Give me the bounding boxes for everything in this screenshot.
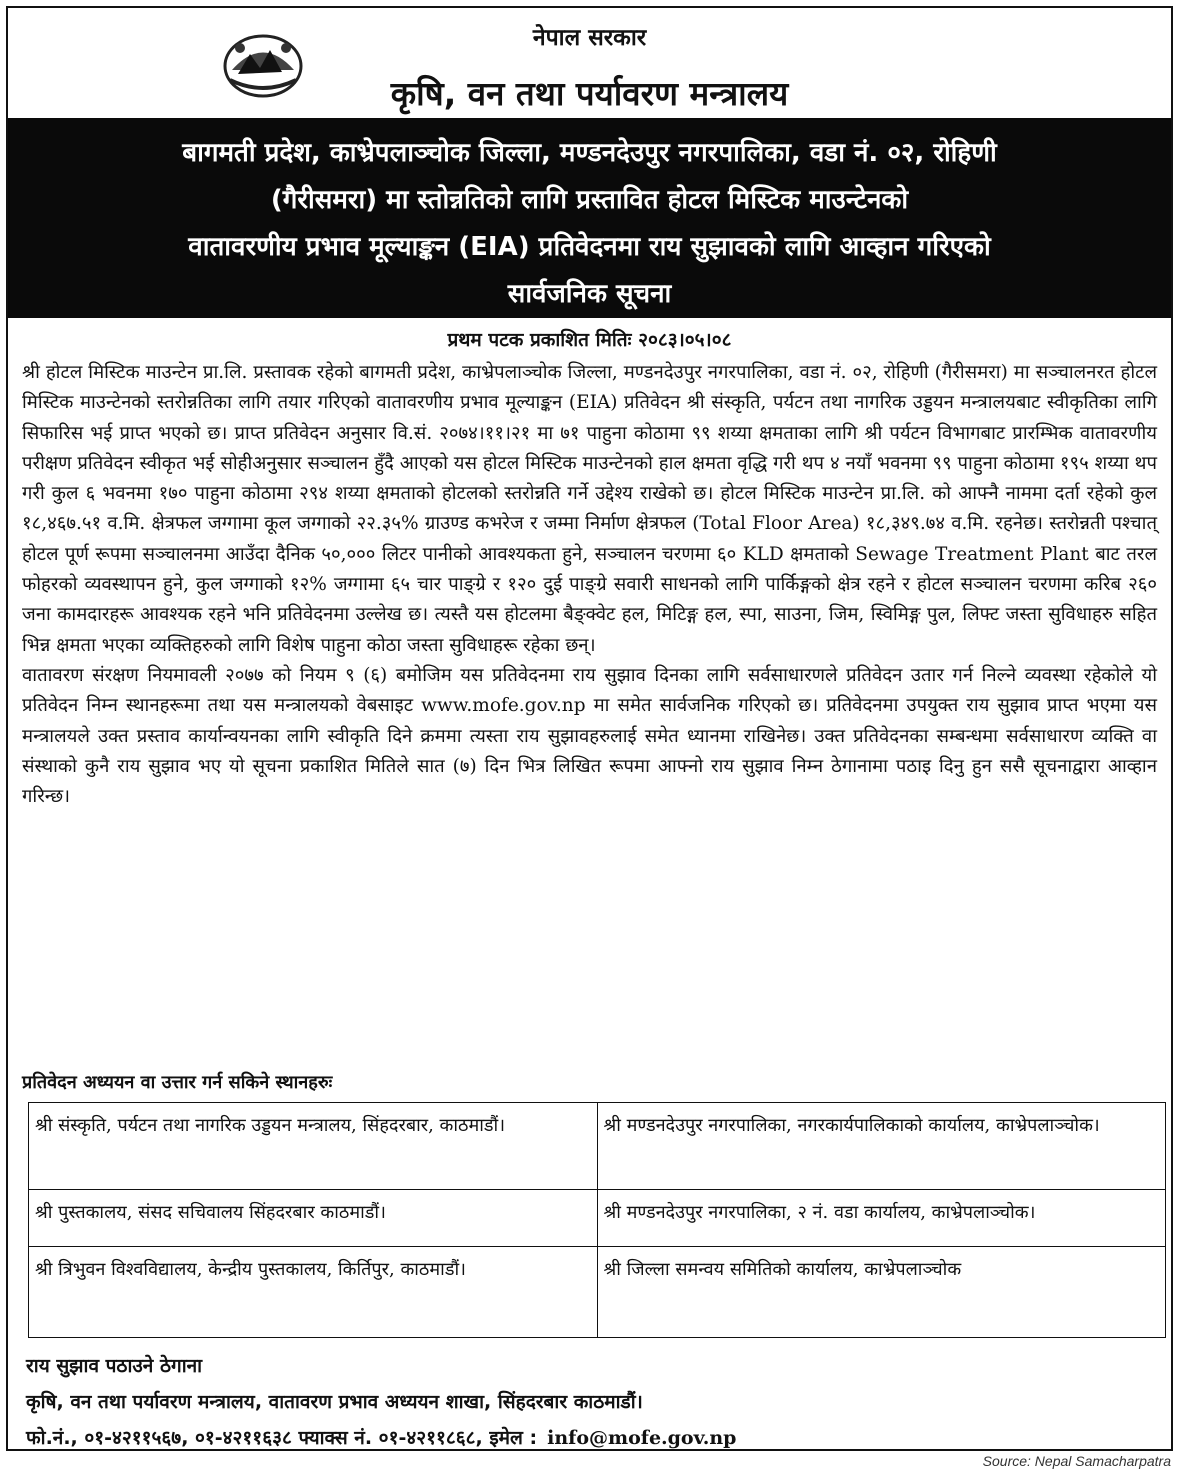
address-line: कृषि, वन तथा पर्यावरण मन्त्रालय, वातावरण प्रभाव अध्ययन शाखा, सिंहदरबार काठमाडौं। <box>26 1391 643 1413</box>
table-row <box>29 1103 1166 1190</box>
notice-frame <box>6 6 1173 1451</box>
table-cell: श्री जिल्ला समन्वय समितिको कार्यालय, काभ्रेपलाञ्चोक <box>597 1247 1166 1338</box>
notice-body <box>22 358 1157 812</box>
address-title: राय सुझाव पठाउने ठेगाना <box>26 1355 203 1377</box>
body-paragraph: वातावरण संरक्षण नियमावली २०७७ को नियम ९ (६) बमोजिम यस प्रतिवेदनमा राय सुझाव दिनका लागि सर्वसाधारणले प्रतिवेदन उतार गर्न निल्ने व्यवस्था रहेकोले यो प्रतिवेदन निम्न स्थानहरूमा तथा यस मन्त्रालयको वेबसाइट www.mofe.gov.np मा समेत सार्वजनिक गरिएको छ। प्रतिवेदनमा उपयुक्त राय सुझाव प्राप्त भएमा यस मन्त्रालयले उक्त प्रस्ताव कार्यान्वयनका लागि स्वीकृति दिने क्रममा त्यस्ता राय सुझावहरुलाई समेत ध्यानमा राखिनेछ। उक्त प्रतिवेदनका सम्बन्धमा सर्वसाधारण व्यक्ति वा संस्थाको कुनै राय सुझाव भए यो सूचना प्रकाशित मितिले सात (७) दिन भित्र लिखित रूपमा आफ्नो राय सुझाव निम्न ठेगानामा पठाइ दिनु हुन ससै सूचनाद्वारा आव्हान गरिन्छ। <box>22 664 1157 808</box>
banner-line: सार्वजनिक सूचना <box>507 279 672 309</box>
places-table <box>28 1102 1166 1338</box>
notice-banner <box>8 118 1171 318</box>
banner-line: वातावरणीय प्रभाव मूल्याङ्कन (EIA) प्रतिवेदनमा राय सुझावको लागि आव्हान गरिएको <box>188 232 991 262</box>
email-link[interactable]: info@mofe.gov.np <box>547 1427 737 1449</box>
government-title: नेपाल सरकार <box>532 25 647 51</box>
table-row <box>29 1247 1166 1338</box>
table-row <box>29 1190 1166 1247</box>
ministry-title: कृषि, वन तथा पर्यावरण मन्त्रालय <box>390 74 789 113</box>
source-credit: Source: Nepal Samacharpatra <box>982 1453 1171 1469</box>
places-heading: प्रतिवेदन अध्ययन वा उत्तार गर्न सकिने स्थानहरुः <box>22 1072 333 1093</box>
contact-numbers: फो.नं., ०१-४२११५६७, ०१-४२११६३८ फ्याक्स नं. ०१-४२११८६८, इमेल : <box>26 1427 538 1449</box>
body-paragraph: श्री होटल मिस्टिक माउन्टेन प्रा.लि. प्रस्तावक रहेको बागमती प्रदेश, काभ्रेपलाञ्चोक जिल्ला, मण्डनदेउपुर नगरपालिका, वडा नं. ०२, रोहिणी (गैरीसमरा) मा सञ्चालनरत होटल मिस्टिक माउन्टेनको स्तरोन्नतिका लागि तयार गरिएको वातावरणीय प्रभाव मूल्याङ्कन (EIA) प्रतिवेदन श्री संस्कृति, पर्यटन तथा नागरिक उड्डयन मन्त्रालयबाट स्वीकृतिका लागि सिफारिस भई प्राप्त भएको छ। प्राप्त प्रतिवेदन अनुसार वि.सं. २०७४।११।२१ मा ७१ पाहुना कोठामा ९९ शय्या क्षमताका लागि श्री पर्यटन विभागबाट प्रारम्भिक वातावरणीय परीक्षण प्रतिवेदन स्वीकृत भई सोहीअनुसार सञ्चालन हुँदै आएको यस होटल मिस्टिक माउन्टेनको हाल क्षमता वृद्धि गरी थप ४ नयाँ भवनमा ९९ पाहुना कोठामा १९५ शय्या थप गरी कुल ६ भवनमा १७० पाहुना कोठामा २९४ शय्या क्षमताको होटलको स्तरोन्नति गर्ने उद्देश्य राखेको छ। होटल मिस्टिक माउन्टेन प्रा.लि. को आफ्नै नाममा दर्ता रहेको कुल १८,४६७.५१ व.मि. क्षेत्रफल जग्गामा कूल जग्गाको २२.३५% ग्राउण्ड कभरेज र जम्मा निर्माण क्षेत्रफल (Total Floor Area) १८,३४९.७४ व.मि. रहनेछ। स्तरोन्नती पश्चात् होटल पूर्ण रूपमा सञ्चालनमा आउँदा दैनिक ५०,००० लिटर पानीको आवश्यकता हुने, सञ्चालन चरणमा ६० KLD क्षमताको Sewage Treatment Plant बाट तरल फोहरको व्यवस्थापन हुने, कुल जग्गाको १२% जग्गामा ६५ चार पाङ्ग्रे र १२० दुई पाङ्ग्रे सवारी साधनको लागि पार्किङ्गको क्षेत्र रहने र होटल सञ्चालन चरणमा करिब २६० जना कामदारहरू आवश्यक रहने भनि प्रतिवेदनमा उल्लेख छ। त्यस्तै यस होटलमा बैङ्क्वेट हल, मिटिङ्ग हल, स्पा, साउना, जिम, स्विमिङ्ग पुल, लिफ्ट जस्ता सुविधाहरु सहित भिन्न क्षमता भएका व्यक्तिहरुको लागि विशेष पाहुना कोठा जस्ता सुविधाहरू रहेका छन्। <box>22 362 1158 656</box>
table-cell: श्री मण्डनदेउपुर नगरपालिका, २ नं. वडा कार्यालय, काभ्रेपलाञ्चोक। <box>597 1190 1166 1247</box>
table-cell: श्री त्रिभुवन विश्वविद्यालय, केन्द्रीय पुस्तकालय, किर्तिपुर, काठमाडौं। <box>29 1247 598 1338</box>
table-cell: श्री संस्कृति, पर्यटन तथा नागरिक उड्डयन मन्त्रालय, सिंहदरबार, काठमाडौं। <box>29 1103 598 1190</box>
contact-line <box>26 1424 736 1450</box>
table-cell: श्री पुस्तकालय, संसद सचिवालय सिंहदरबार काठमाडौं। <box>29 1190 598 1247</box>
table-cell: श्री मण्डनदेउपुर नगरपालिका, नगरकार्यपालिकाको कार्यालय, काभ्रेपलाञ्चोक। <box>597 1103 1166 1190</box>
publication-date: प्रथम पटक प्रकाशित मितिः २०८३।०५।०८ <box>447 329 732 351</box>
banner-line: बागमती प्रदेश, काभ्रेपलाञ्चोक जिल्ला, मण्डनदेउपुर नगरपालिका, वडा नं. ०२, रोहिणी <box>182 138 997 168</box>
banner-line: (गैरीसमरा) मा स्तोन्नतिको लागि प्रस्तावित होटल मिस्टिक माउन्टेनको <box>270 185 909 215</box>
